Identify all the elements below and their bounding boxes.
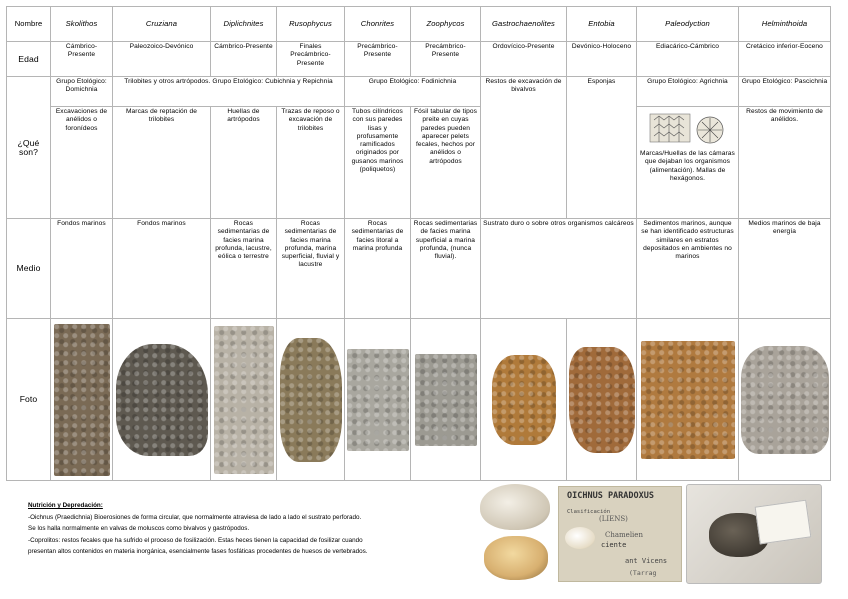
ichnofossil-table — [6, 6, 831, 481]
label-card-name: Chamelien — [605, 531, 643, 539]
row-label-edad: Edad — [7, 42, 51, 77]
medio-zoophycos: Rocas sedimentarias de facies marina superficial a marina profunda, (nunca fluvial). — [411, 219, 481, 319]
header-gastrochaenolites: Gastrochaenolites — [481, 7, 567, 42]
photo-chonrites — [347, 349, 409, 451]
notes-block — [28, 500, 480, 558]
photo-skolithos — [54, 324, 110, 476]
header-skolithos: Skolithos — [51, 7, 113, 42]
medio-rusophycus: Rocas sedimentarias de facies marina profunda, marina superficial, fluvial y lacustre — [277, 219, 345, 319]
foto-chonrites-cell — [345, 319, 411, 481]
photo-paleodyction — [641, 341, 735, 459]
header-rusophycus: Rusophycus — [277, 7, 345, 42]
photo-oichnus-shell-1 — [480, 484, 550, 530]
notes-line-4: presentan altos contenidos en materia inorgánica, esencialmente fases fosfáticas procedentes de huesos de vertebrados. — [28, 548, 368, 555]
edad-zoophycos: Precámbrico-Presente — [411, 42, 481, 77]
notes-line-1: -Oichnus (Praedichnia) Bioerosiones de forma circular, que normalmente atraviesa de lado a lado el sustrato perforado. — [28, 513, 362, 521]
label-card-author: (LIENS) — [599, 515, 628, 523]
paleodyction-drawing — [642, 108, 734, 148]
medio-helminthoida: Medios marinos de baja energía — [739, 219, 831, 319]
photo-rusophycus — [280, 338, 342, 462]
edad-entobia: Devónico-Holoceno — [567, 42, 637, 77]
grupo-chonrites-zoophycos: Grupo Etológico: Fodinichnia — [345, 77, 481, 107]
photo-zoophycos — [415, 354, 477, 446]
notes-title: Nutrición y Depredación: — [28, 502, 103, 509]
desc-paleodyction-cell — [637, 107, 739, 219]
header-entobia: Entobia — [567, 7, 637, 42]
medio-paleodyction: Sedimentos marinos, aunque se han identificado estructuras similares en estratos depositados en ambientes no marinos — [637, 219, 739, 319]
desc-rusophycus: Trazas de reposo o excavación de trilobites — [277, 107, 345, 219]
foto-skolithos-cell — [51, 319, 113, 481]
medio-cruziana: Fondos marinos — [113, 219, 211, 319]
label-card-clasif: Clasificación — [567, 509, 611, 515]
desc-diplichnites: Huellas de artrópodos — [211, 107, 277, 219]
row-label-medio: Medio — [7, 219, 51, 319]
desc-paleodyction: Marcas/Huellas de las cámaras que dejaban los organismos (alimentación). Mallas de hexágonos. — [640, 150, 735, 182]
foto-helminthoida-cell — [739, 319, 831, 481]
header-diplichnites: Diplichnites — [211, 7, 277, 42]
foto-cruziana-cell — [113, 319, 211, 481]
grupo-cruziana-diplichnites: Trilobites y otros artrópodos. Grupo Etológico: Cubichnia y Repichnia — [113, 77, 345, 107]
photo-gastrochaenolites — [492, 355, 556, 445]
foto-diplichnites-cell — [211, 319, 277, 481]
row-label-foto: Foto — [7, 319, 51, 481]
photo-diplichnites — [214, 326, 274, 474]
specimen-label-card — [558, 486, 682, 582]
edad-chonrites: Precámbrico-Presente — [345, 42, 411, 77]
medio-chonrites: Rocas sedimentarias de facies litoral a marina profunda — [345, 219, 411, 319]
photo-oichnus-shell-2 — [484, 536, 548, 580]
medio-diplichnites: Rocas sedimentarias de facies marina profunda, lacustre, eólica o terrestre — [211, 219, 277, 319]
header-cruziana: Cruziana — [113, 7, 211, 42]
grupo-paleodyction: Grupo Etológico: Agrichnia — [637, 77, 739, 107]
header-paleodyction: Paleodyction — [637, 7, 739, 42]
coprolite-label — [755, 500, 812, 545]
edad-gastrochaenolites: Ordovícico-Presente — [481, 42, 567, 77]
label-card-loc: ant Vicens — [625, 557, 668, 565]
medio-skolithos: Fondos marinos — [51, 219, 113, 319]
photo-coprolite-box — [686, 484, 822, 584]
foto-entobia-cell — [567, 319, 637, 481]
notes-line-2: Se los halla normalmente en valvas de moluscos como bivalvos y gastrópodos. — [28, 525, 250, 532]
edad-helminthoida: Cretácico inferior-Eoceno — [739, 42, 831, 77]
foto-rusophycus-cell — [277, 319, 345, 481]
grupo-helminthoida: Grupo Etológico: Pascichnia — [739, 77, 831, 107]
foto-paleodyction-cell — [637, 319, 739, 481]
row-label-que-son: ¿Qué son? — [7, 77, 51, 219]
grupo-entobia: Esponjas — [567, 77, 637, 219]
desc-cruziana: Marcas de reptación de trilobites — [113, 107, 211, 219]
header-zoophycos: Zoophycos — [411, 7, 481, 42]
header-nombre: Nombre — [7, 7, 51, 42]
edad-paleodyction: Ediacárico-Cámbrico — [637, 42, 739, 77]
desc-skolithos: Excavaciones de anélidos o foronídeos — [51, 107, 113, 219]
grupo-gastrochaenolites: Restos de excavación de bivalvos — [481, 77, 567, 219]
edad-cruziana: Paleozoico-Devónico — [113, 42, 211, 77]
edad-skolithos: Cámbrico-Presente — [51, 42, 113, 77]
photo-helminthoida — [741, 346, 829, 454]
desc-helminthoida: Restos de movimiento de anélidos. — [739, 107, 831, 219]
photo-entobia — [569, 347, 635, 453]
label-card-title: OICHNUS PARADOXUS — [567, 491, 654, 501]
foto-zoophycos-cell — [411, 319, 481, 481]
photo-cruziana — [116, 344, 208, 456]
header-helminthoida: Helminthoida — [739, 7, 831, 42]
medio-gastro-entobia: Sustrato duro o sobre otros organismos calcáreos — [481, 219, 637, 319]
edad-rusophycus: Finales Precámbrico-Presente — [277, 42, 345, 77]
label-card-proc: ciente — [601, 541, 627, 549]
notes-line-3: -Coprolitos: restos fecales que ha sufrido el proceso de fosilización. Estas heces tienen la capacidad de fosilizar cuando — [28, 536, 363, 544]
edad-diplichnites: Cámbrico-Presente — [211, 42, 277, 77]
header-chonrites: Chonrites — [345, 7, 411, 42]
desc-chonrites: Tubos cilíndricos con sus paredes lisas y profusamente ramificados originados por gusanos marinos (poliquetos) — [345, 107, 411, 219]
label-card-shell — [565, 527, 595, 549]
foto-gastrochaenolites-cell — [481, 319, 567, 481]
grupo-skolithos: Grupo Etológico: Domichnia — [51, 77, 113, 107]
label-card-region: (Tarrag — [629, 569, 657, 577]
desc-zoophycos: Fósil tabular de tipos preite en cuyas paredes pueden aparecer pelets fecales, hechos por anélidos o artrópodos — [411, 107, 481, 219]
